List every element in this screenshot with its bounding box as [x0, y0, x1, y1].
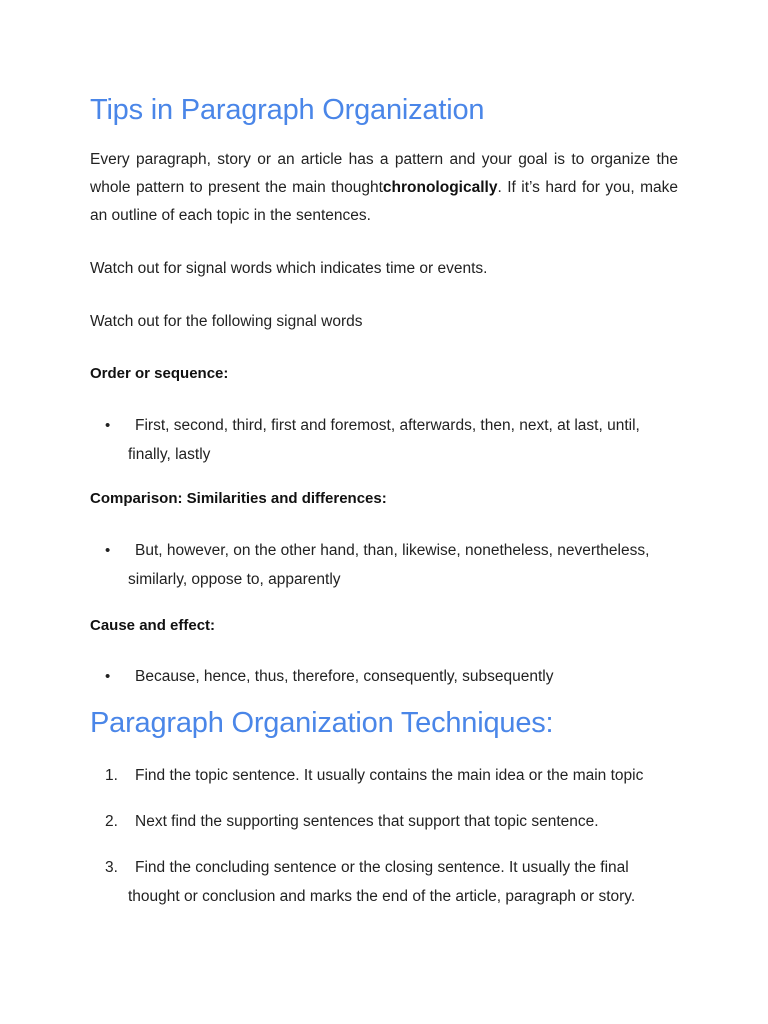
numbered-item-1: [90, 761, 678, 790]
item-number: 3.: [105, 859, 118, 876]
numbered-item-3: [90, 853, 678, 911]
signal-words-paragraph: Watch out for signal words which indicates time or events.: [90, 260, 488, 277]
intro-text-after: . If it’s hard for you, make an outline of each topic in the sentences.: [90, 179, 678, 224]
section-heading-cause-effect: Cause and effect:: [90, 617, 216, 634]
section-heading-comparison: Comparison: Similarities and differences:: [90, 490, 387, 507]
bullet-icon: •: [105, 668, 111, 685]
list-item-order: [90, 411, 678, 469]
list-item-text: But, however, on the other hand, than, likewise, nonetheless, nevertheless, similarly, oppose to, apparently: [128, 542, 650, 588]
section-title-techniques: Paragraph Organization Techniques:: [90, 707, 554, 739]
list-item-cause-effect: [90, 662, 678, 691]
list-item-text: First, second, third, first and foremost, afterwards, then, next, at last, until, finally, lastly: [128, 417, 640, 463]
signal-words-intro-paragraph: Watch out for the following signal words: [90, 313, 363, 330]
intro-paragraph: [90, 146, 678, 230]
numbered-item-text: Find the topic sentence. It usually contains the main idea or the main topic: [135, 767, 644, 784]
numbered-item-text: Next find the supporting sentences that support that topic sentence.: [135, 813, 599, 830]
list-item-text: Because, hence, thus, therefore, consequently, subsequently: [135, 668, 554, 685]
intro-text-before: Every paragraph, story or an article has a pattern and your goal is to organize the whole pattern to present the main thought: [90, 151, 678, 196]
numbered-item-2: [90, 807, 678, 836]
bullet-icon: •: [105, 417, 111, 434]
intro-bold-word: chronologically: [382, 179, 498, 196]
section-heading-order: Order or sequence:: [90, 365, 229, 382]
numbered-item-text: Find the concluding sentence or the closing sentence. It usually the final thought or conclusion and marks the end of the article, paragraph or story.: [128, 859, 636, 905]
item-number: 2.: [105, 813, 118, 830]
item-number: 1.: [105, 767, 118, 784]
bullet-icon: •: [105, 542, 111, 559]
list-item-comparison: [90, 536, 678, 594]
page-title: Tips in Paragraph Organization: [90, 94, 485, 126]
